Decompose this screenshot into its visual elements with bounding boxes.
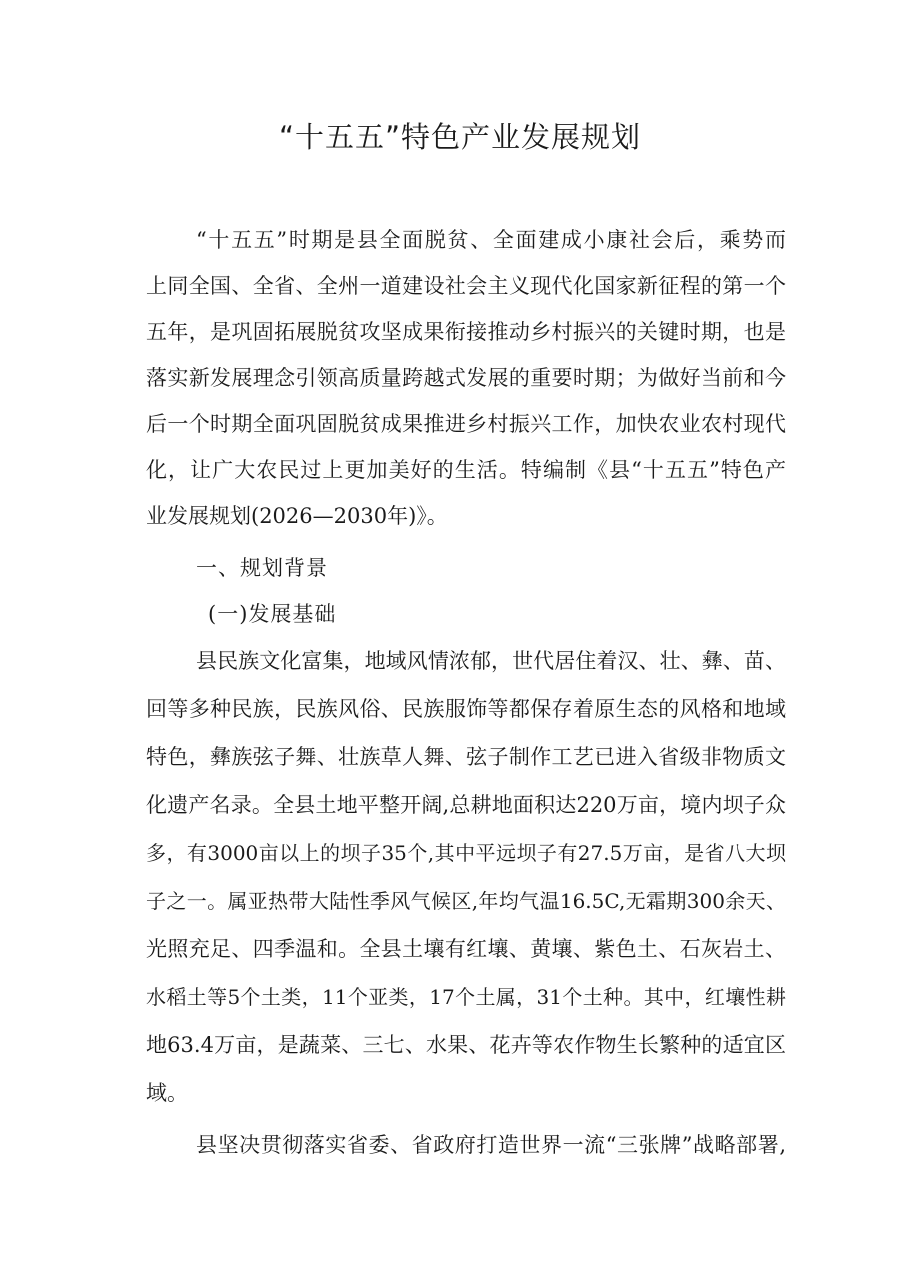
text-line: 后一个时期全面巩固脱贫成果推进乡村振兴工作，加快农业农村现代 [146,412,786,436]
text-line: 化遗产名录。全县土地平整开阔,总耕地面积达220万亩，境内坝子众 [146,793,786,817]
text-line: 上同全国、全省、全州一道建设社会主义现代化国家新征程的第一个 [146,274,786,298]
text-line: 光照充足、四季温和。全县土壤有红壤、黄壤、紫色土、石灰岩土、 [146,937,786,961]
text-line: 特色，彝族弦子舞、壮族草人舞、弦子制作工艺已进入省级非物质文 [146,745,786,769]
text-line: 多，有3000亩以上的坝子35个,其中平远坝子有27.5万亩，是省八大坝 [146,841,786,865]
text-line: 水稻土等5个土类，11个亚类，17个土属，31个土种。其中，红壤性耕 [146,985,786,1009]
text-line: 县民族文化富集，地域风情浓郁，世代居住着汉、壮、彝、苗、 [196,649,786,673]
section-heading: 一、规划背景 [196,556,328,580]
text-line: 回等多种民族，民族风俗、民族服饰等都保存着原生态的风格和地域 [146,697,786,721]
text-line: 五年，是巩固拓展脱贫攻坚成果衔接推动乡村振兴的关键时期，也是 [146,320,786,344]
subsection-heading: (一)发展基础 [208,602,337,626]
text-line: 业发展规划(2026—2030年)》。 [146,504,448,528]
text-line: 落实新发展理念引领高质量跨越式发展的重要时期；为做好当前和今 [146,366,786,390]
text-line: “十五五”时期是县全面脱贫、全面建成小康社会后，乘势而 [196,228,786,252]
text-line: 域。 [146,1081,188,1105]
text-line: 化，让广大农民过上更加美好的生活。特编制《县“十五五”特色产 [146,458,786,482]
document-title: “十五五”特色产业发展规划 [278,120,642,154]
text-line: 地63.4万亩，是蔬菜、三七、水果、花卉等农作物生长繁种的适宜区 [146,1033,786,1057]
text-line: 子之一。属亚热带大陆性季风气候区,年均气温16.5C,无霜期300余天、 [146,889,786,913]
text-line: 县坚决贯彻落实省委、省政府打造世界一流“三张牌”战略部署, [196,1133,786,1157]
